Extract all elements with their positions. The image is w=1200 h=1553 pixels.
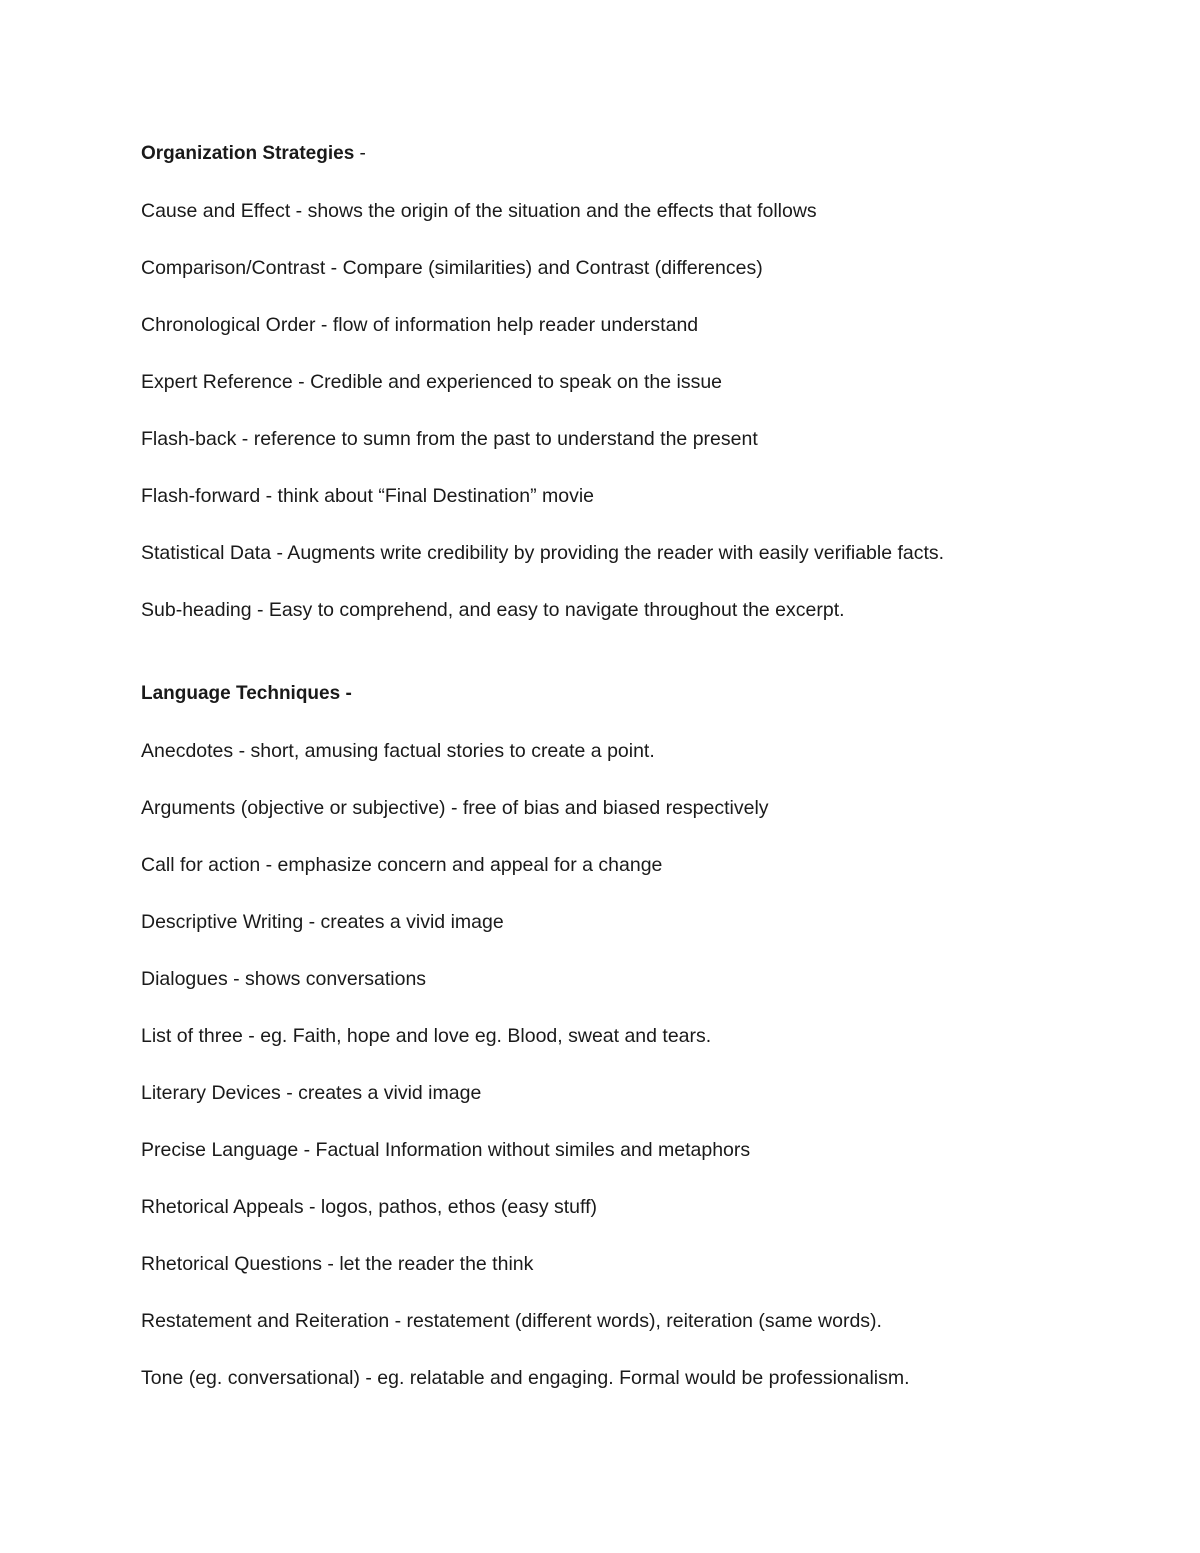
list-item: Flash-forward - think about “Final Destination” movie: [141, 485, 595, 507]
list-item: Expert Reference - Credible and experienced to speak on the issue: [141, 371, 723, 393]
list-item: Rhetorical Questions - let the reader the think: [141, 1253, 534, 1275]
list-item: Statistical Data - Augments write credibility by providing the reader with easily verifiable facts.: [141, 542, 945, 564]
list-item: Tone (eg. conversational) - eg. relatable and engaging. Formal would be professionalism.: [141, 1367, 910, 1389]
section-heading-organization-strategies: [141, 141, 1121, 167]
list-item: Arguments (objective or subjective) - free of bias and biased respectively: [141, 797, 769, 819]
list-item: Restatement and Reiteration - restatement (different words), reiteration (same words).: [141, 1310, 882, 1332]
list-item: Descriptive Writing - creates a vivid image: [141, 911, 504, 933]
section-title-dash: -: [340, 683, 352, 704]
list-item: Flash-back - reference to sumn from the past to understand the present: [141, 428, 758, 450]
list-item: Dialogues - shows conversations: [141, 968, 427, 990]
section-title: Organization Strategies: [141, 143, 355, 164]
section-title-dash: -: [354, 143, 366, 164]
section-title: Language Techniques: [141, 683, 341, 704]
list-item: Cause and Effect - shows the origin of the situation and the effects that follows: [141, 200, 817, 222]
list-item: Sub-heading - Easy to comprehend, and easy to navigate throughout the excerpt.: [141, 599, 845, 621]
list-item: Chronological Order - flow of information help reader understand: [141, 314, 699, 336]
section-heading-language-techniques: [141, 681, 1121, 707]
document-content: [141, 141, 1121, 1391]
list-item: Rhetorical Appeals - logos, pathos, ethos (easy stuff): [141, 1196, 597, 1218]
list-item: Precise Language - Factual Information without similes and metaphors: [141, 1139, 751, 1161]
list-item: List of three - eg. Faith, hope and love eg. Blood, sweat and tears.: [141, 1025, 712, 1047]
list-item: Literary Devices - creates a vivid image: [141, 1082, 482, 1104]
list-item: Comparison/Contrast - Compare (similarities) and Contrast (differences): [141, 257, 763, 279]
list-item: Anecdotes - short, amusing factual stories to create a point.: [141, 740, 655, 762]
list-item: Call for action - emphasize concern and appeal for a change: [141, 854, 663, 876]
